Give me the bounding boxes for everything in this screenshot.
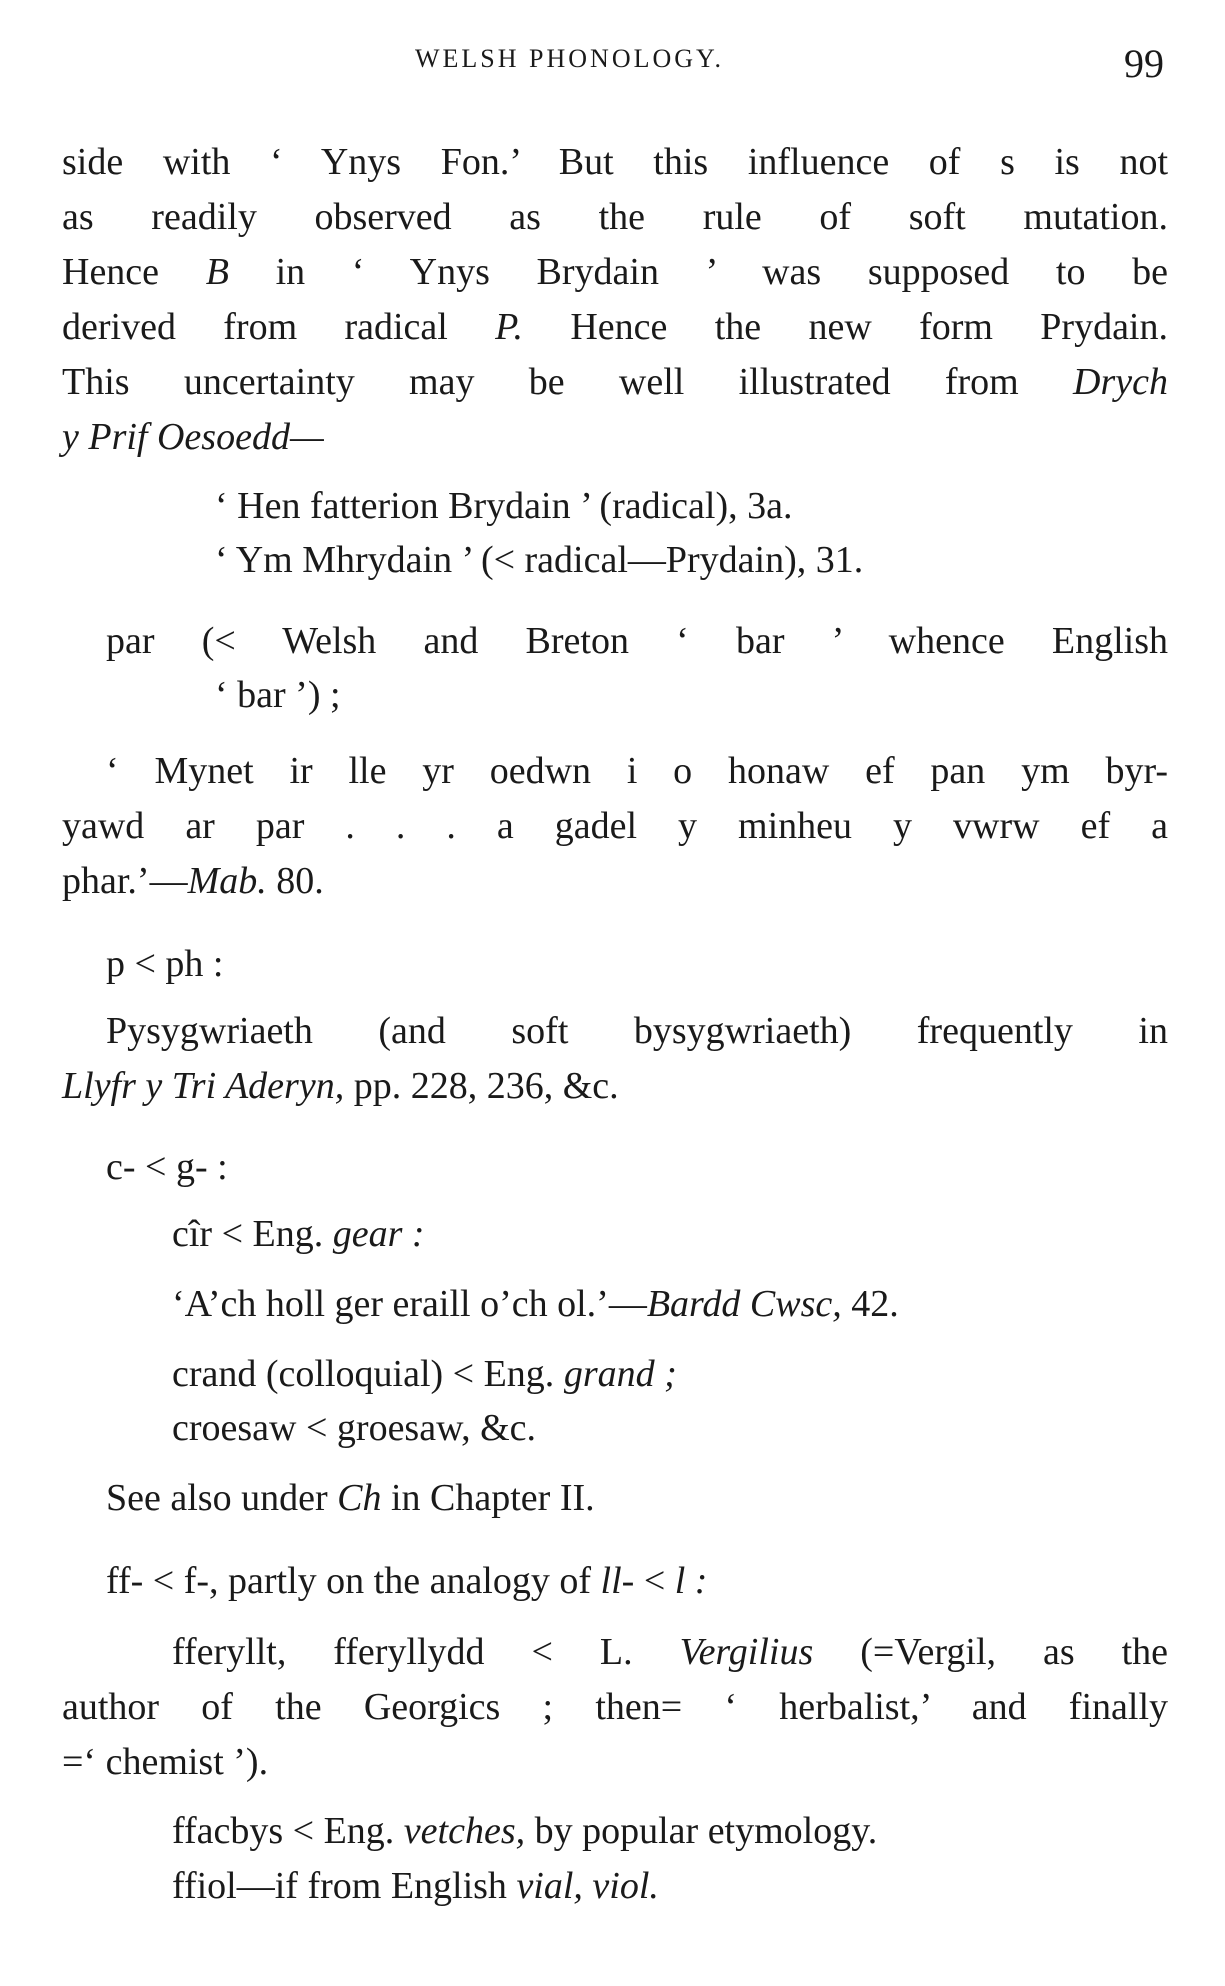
see-also-b: Ch	[337, 1477, 382, 1519]
intro-line-4-b: P.	[495, 306, 523, 348]
mynet-line-3-a: phar.’—	[62, 860, 188, 902]
intro-line-3-b: B	[205, 251, 229, 293]
p-ph-line-2-a: Llyfr y Tri Aderyn,	[62, 1065, 345, 1107]
c-g-heading: c- < g- :	[106, 1146, 228, 1188]
c-g-line-2-a: ‘A’ch holl ger eraill o’ch ol.’—	[172, 1283, 647, 1325]
par-line-2: ‘ bar ’) ;	[215, 674, 341, 716]
ff-f-line-1-b: Vergilius	[679, 1631, 814, 1673]
ff-f-heading-d: l :	[674, 1560, 708, 1602]
c-g-line-2	[172, 1280, 899, 1328]
ff-f-line-1	[172, 1628, 1168, 1676]
see-also-c: in Chapter II.	[381, 1477, 595, 1519]
ff-f-heading-b: ll-	[600, 1560, 635, 1602]
c-g-line-1	[172, 1210, 425, 1258]
mynet-line-3-c: 80.	[266, 860, 324, 902]
mynet-line-2: yawd ar par . . . a gadel y minheu y vwrw ef a	[62, 805, 1168, 847]
c-g-line-3-b: grand ;	[563, 1353, 677, 1395]
c-g-line-1-a: cîr < Eng.	[172, 1213, 333, 1255]
quote-1: ‘ Hen fatterion Brydain ’ (radical), 3a.	[215, 485, 793, 527]
intro-line-5-b: Drych	[1073, 361, 1168, 403]
page-number: 99	[1124, 41, 1164, 86]
intro-line-5	[62, 358, 1168, 406]
ff-f-line-3: =‘ chemist ’).	[62, 1741, 269, 1783]
quote-2: ‘ Ym Mhrydain ’ (< radical—Prydain), 31.	[215, 539, 864, 581]
par-line-1: par (< Welsh and Breton ‘ bar ’ whence English	[106, 620, 1168, 662]
intro-line-1: side with ‘ Ynys Fon.’ But this influence of s is not	[62, 141, 1168, 183]
ff-f-line-4-a: ffacbys < Eng.	[172, 1810, 404, 1852]
ff-f-heading-a: ff- < f-, partly on the analogy of	[106, 1560, 601, 1602]
ff-f-line-5-a: ffiol—if from English	[172, 1865, 517, 1907]
mynet-line-3-b: Mab.	[187, 860, 267, 902]
p-ph-line-2-b: pp. 228, 236, &c.	[344, 1065, 619, 1107]
intro-line-3-c: in ‘ Ynys Brydain ’ was supposed to be	[228, 251, 1168, 293]
mynet-line-1: ‘ Mynet ir lle yr oedwn i o honaw ef pan ym byr-	[106, 750, 1168, 792]
intro-line-3	[62, 248, 1168, 296]
intro-line-4-a: derived from radical	[62, 306, 496, 348]
running-title: WELSH PHONOLOGY.	[415, 44, 724, 73]
c-g-line-3	[172, 1350, 677, 1398]
intro-line-5-a: This uncertainty may be well illustrated from	[62, 361, 1074, 403]
p-ph-line-2	[62, 1062, 619, 1110]
ff-f-heading	[106, 1557, 707, 1605]
intro-line-4-c: Hence the new form Prydain.	[523, 306, 1168, 348]
mynet-line-3	[62, 857, 324, 905]
ff-f-line-5-b: vial, viol.	[516, 1865, 659, 1907]
ff-f-line-4-c: by popular etymology.	[525, 1810, 878, 1852]
ff-f-line-1-c: (=Vergil, as the	[813, 1631, 1169, 1673]
ff-f-line-4-b: vetches,	[403, 1810, 526, 1852]
ff-f-line-5	[172, 1862, 659, 1910]
ff-f-line-1-a: fferyllt, fferyllydd < L.	[172, 1631, 680, 1673]
see-also-line	[106, 1474, 595, 1522]
ff-f-heading-c: <	[634, 1560, 675, 1602]
p-ph-heading: p < ph :	[106, 943, 224, 985]
intro-line-3-a: Hence	[62, 251, 206, 293]
intro-line-4	[62, 303, 1168, 351]
p-ph-line-1: Pysygwriaeth (and soft bysygwriaeth) frequently in	[106, 1010, 1168, 1052]
c-g-line-2-c: 42.	[841, 1283, 899, 1325]
c-g-line-4: croesaw < groesaw, &c.	[172, 1407, 536, 1449]
ff-f-line-2: author of the Georgics ; then= ‘ herbalist,’ and finally	[62, 1686, 1168, 1728]
c-g-line-2-b: Bardd Cwsc,	[646, 1283, 842, 1325]
c-g-line-1-b: gear :	[332, 1213, 425, 1255]
intro-line-6: y Prif Oesoedd—	[62, 416, 324, 458]
c-g-line-3-a: crand (colloquial) < Eng.	[172, 1353, 564, 1395]
ff-f-line-4	[172, 1807, 877, 1855]
intro-line-2: as readily observed as the rule of soft mutation.	[62, 196, 1168, 238]
see-also-a: See also under	[106, 1477, 338, 1519]
